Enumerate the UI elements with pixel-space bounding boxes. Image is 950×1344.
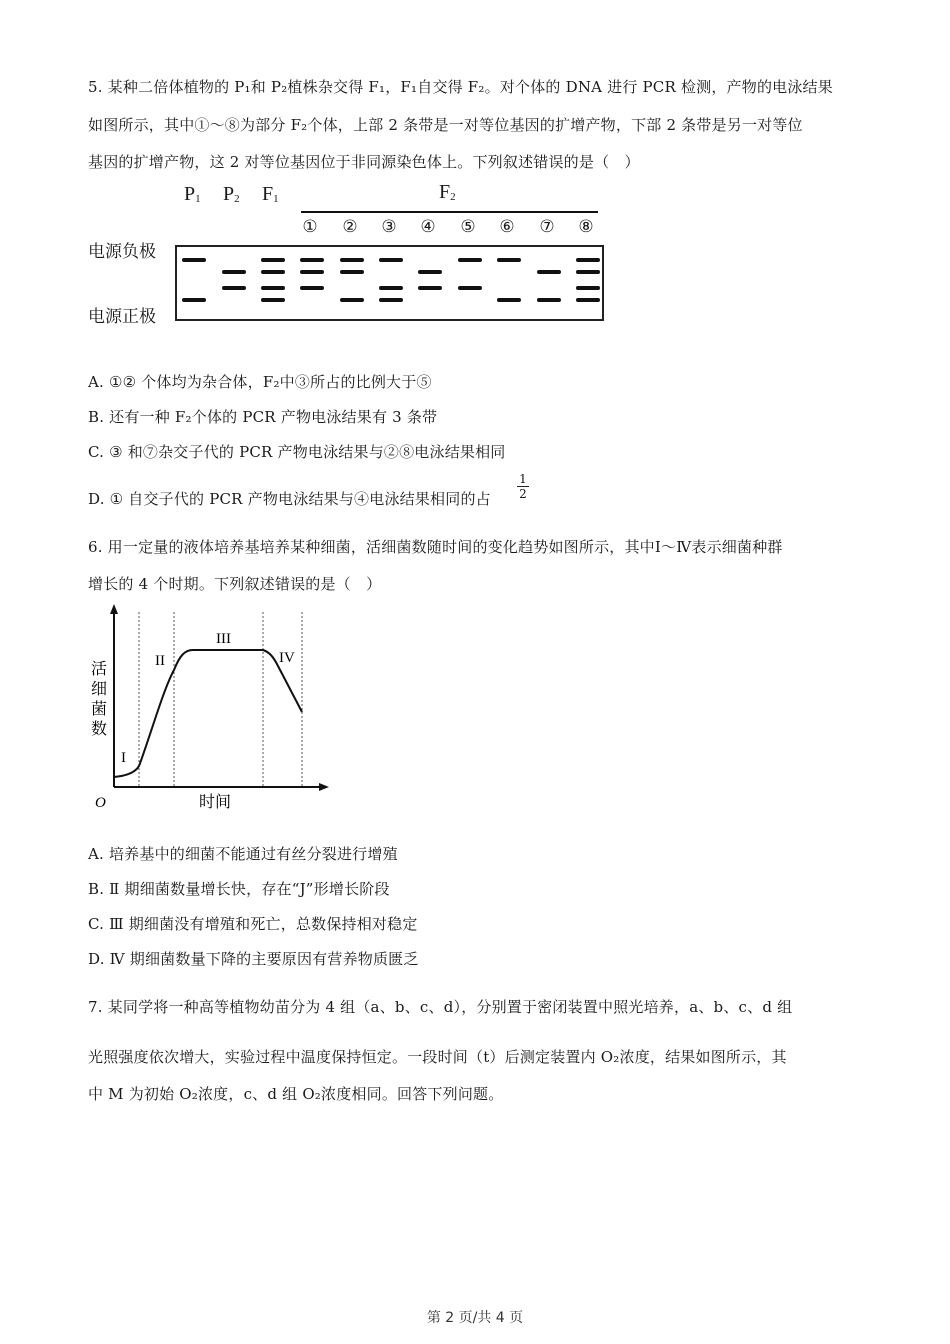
growth-curve-line (114, 650, 302, 777)
lane-number: ⑧ (578, 217, 594, 237)
gel-band (537, 298, 561, 302)
svg-text:活: 活 (91, 659, 108, 678)
gel-band (340, 258, 364, 262)
gel-box (175, 245, 604, 321)
gel-band (261, 258, 285, 262)
q5-option-c: C. ③ 和⑦杂交子代的 PCR 产物电泳结果与②⑧电泳结果相同 (88, 443, 506, 461)
gel-band (576, 298, 600, 302)
gel-band (418, 270, 442, 274)
q6-stem-line-2: 增长的 4 个时期。下列叙述错误的是（ ） (88, 575, 382, 593)
lane-number: ⑥ (499, 217, 515, 237)
gel-band (497, 258, 521, 262)
gel-band (261, 286, 285, 290)
gel-band (458, 258, 482, 262)
x-axis-label: 时间 (199, 792, 232, 811)
gel-band (537, 270, 561, 274)
phase-label-2: II (155, 653, 165, 669)
q6-option-b: B. Ⅱ 期细菌数量增长快，存在“J”形增长阶段 (88, 880, 390, 898)
f2-group-bracket (301, 211, 598, 213)
svg-text:数: 数 (91, 719, 108, 738)
svg-text:菌: 菌 (91, 699, 108, 718)
gel-band (182, 258, 206, 262)
fraction-one-half (517, 473, 529, 500)
negative-pole-label: 电源负极 (88, 242, 156, 262)
gel-band (379, 286, 403, 290)
gel-band (576, 270, 600, 274)
q5-stem-line-2: 如图所示，其中①～⑧为部分 F₂个体，上部 2 条带是一对等位基因的扩增产物，下部 2 条带是另一对等位 (88, 116, 803, 134)
y-axis (110, 604, 118, 787)
q6-option-a: A. 培养基中的细菌不能通过有丝分裂进行增殖 (88, 845, 398, 863)
gel-band (379, 258, 403, 262)
lane-number: ⑤ (460, 217, 476, 237)
phase-label-1: I (121, 750, 126, 766)
lane-number: ④ (420, 217, 436, 237)
gel-band (300, 258, 324, 262)
q6-option-d: D. Ⅳ 期细菌数量下降的主要原因有营养物质匮乏 (88, 950, 419, 968)
lane-head-f2: $F_2$ (439, 181, 456, 203)
gel-band (261, 298, 285, 302)
bacterial-growth-curve (85, 600, 345, 815)
fraction-numerator: 1 (519, 472, 527, 486)
page-footer: 第 2 页/共 4 页 (426, 1310, 524, 1326)
lane-number: ② (342, 217, 358, 237)
x-axis (114, 783, 329, 791)
svg-text:细: 细 (91, 679, 108, 698)
gel-band (182, 298, 206, 302)
q5-stem-line-1: 5. 某种二倍体植物的 P₁和 P₂植株杂交得 F₁，F₁自交得 F₂。对个体的 DNA 进行 PCR 检测，产物的电泳结果 (88, 78, 833, 96)
gel-band (497, 298, 521, 302)
gel-band (261, 270, 285, 274)
gel-band (418, 286, 442, 290)
origin-label: O (95, 795, 106, 811)
q7-stem-line-3: 中 M 为初始 O₂浓度，c、d 组 O₂浓度相同。回答下列问题。 (88, 1085, 504, 1103)
q5-option-d: D. ① 自交子代的 PCR 产物电泳结果与④电泳结果相同的占 (88, 490, 491, 508)
q5-stem-line-3: 基因的扩增产物，这 2 对等位基因位于非同源染色体上。下列叙述错误的是（ ） (88, 153, 640, 171)
gel-band (222, 270, 246, 274)
gel-band (340, 298, 364, 302)
lane-head-p2: $P_2$ (223, 183, 240, 205)
q7-stem-line-2: 光照强度依次增大，实验过程中温度保持恒定。一段时间（t）后测定装置内 O₂浓度，结果如图所示，其 (88, 1048, 787, 1066)
gel-band (222, 286, 246, 290)
fraction-denominator: 2 (519, 487, 527, 501)
q6-stem-line-1: 6. 用一定量的液体培养基培养某种细菌，活细菌数随时间的变化趋势如图所示，其中Ⅰ～Ⅳ表示细菌种群 (88, 538, 783, 556)
phase-label-4: IV (279, 650, 295, 666)
positive-pole-label: 电源正极 (88, 307, 156, 327)
gel-band (300, 286, 324, 290)
lane-number: ③ (381, 217, 397, 237)
gel-band (340, 270, 364, 274)
phase-label-3: III (216, 631, 231, 647)
gel-band (576, 258, 600, 262)
gel-band (458, 286, 482, 290)
lane-head-p1: $P_1$ (184, 183, 201, 205)
lane-number: ⑦ (539, 217, 555, 237)
gel-band (576, 286, 600, 290)
gel-band (300, 270, 324, 274)
gel-band (379, 298, 403, 302)
q6-option-c: C. Ⅲ 期细菌没有增殖和死亡，总数保持相对稳定 (88, 915, 418, 933)
q5-option-b: B. 还有一种 F₂个体的 PCR 产物电泳结果有 3 条带 (88, 408, 438, 426)
lane-head-f1: $F_1$ (262, 183, 279, 205)
q5-option-a: A. ①② 个体均为杂合体，F₂中③所占的比例大于⑤ (88, 373, 432, 391)
q7-stem-line-1: 7. 某同学将一种高等植物幼苗分为 4 组（a、b、c、d），分别置于密闭装置中照光培养，a、b、c、d 组 (88, 998, 793, 1016)
lane-number: ① (302, 217, 318, 237)
y-axis-label (91, 659, 107, 738)
